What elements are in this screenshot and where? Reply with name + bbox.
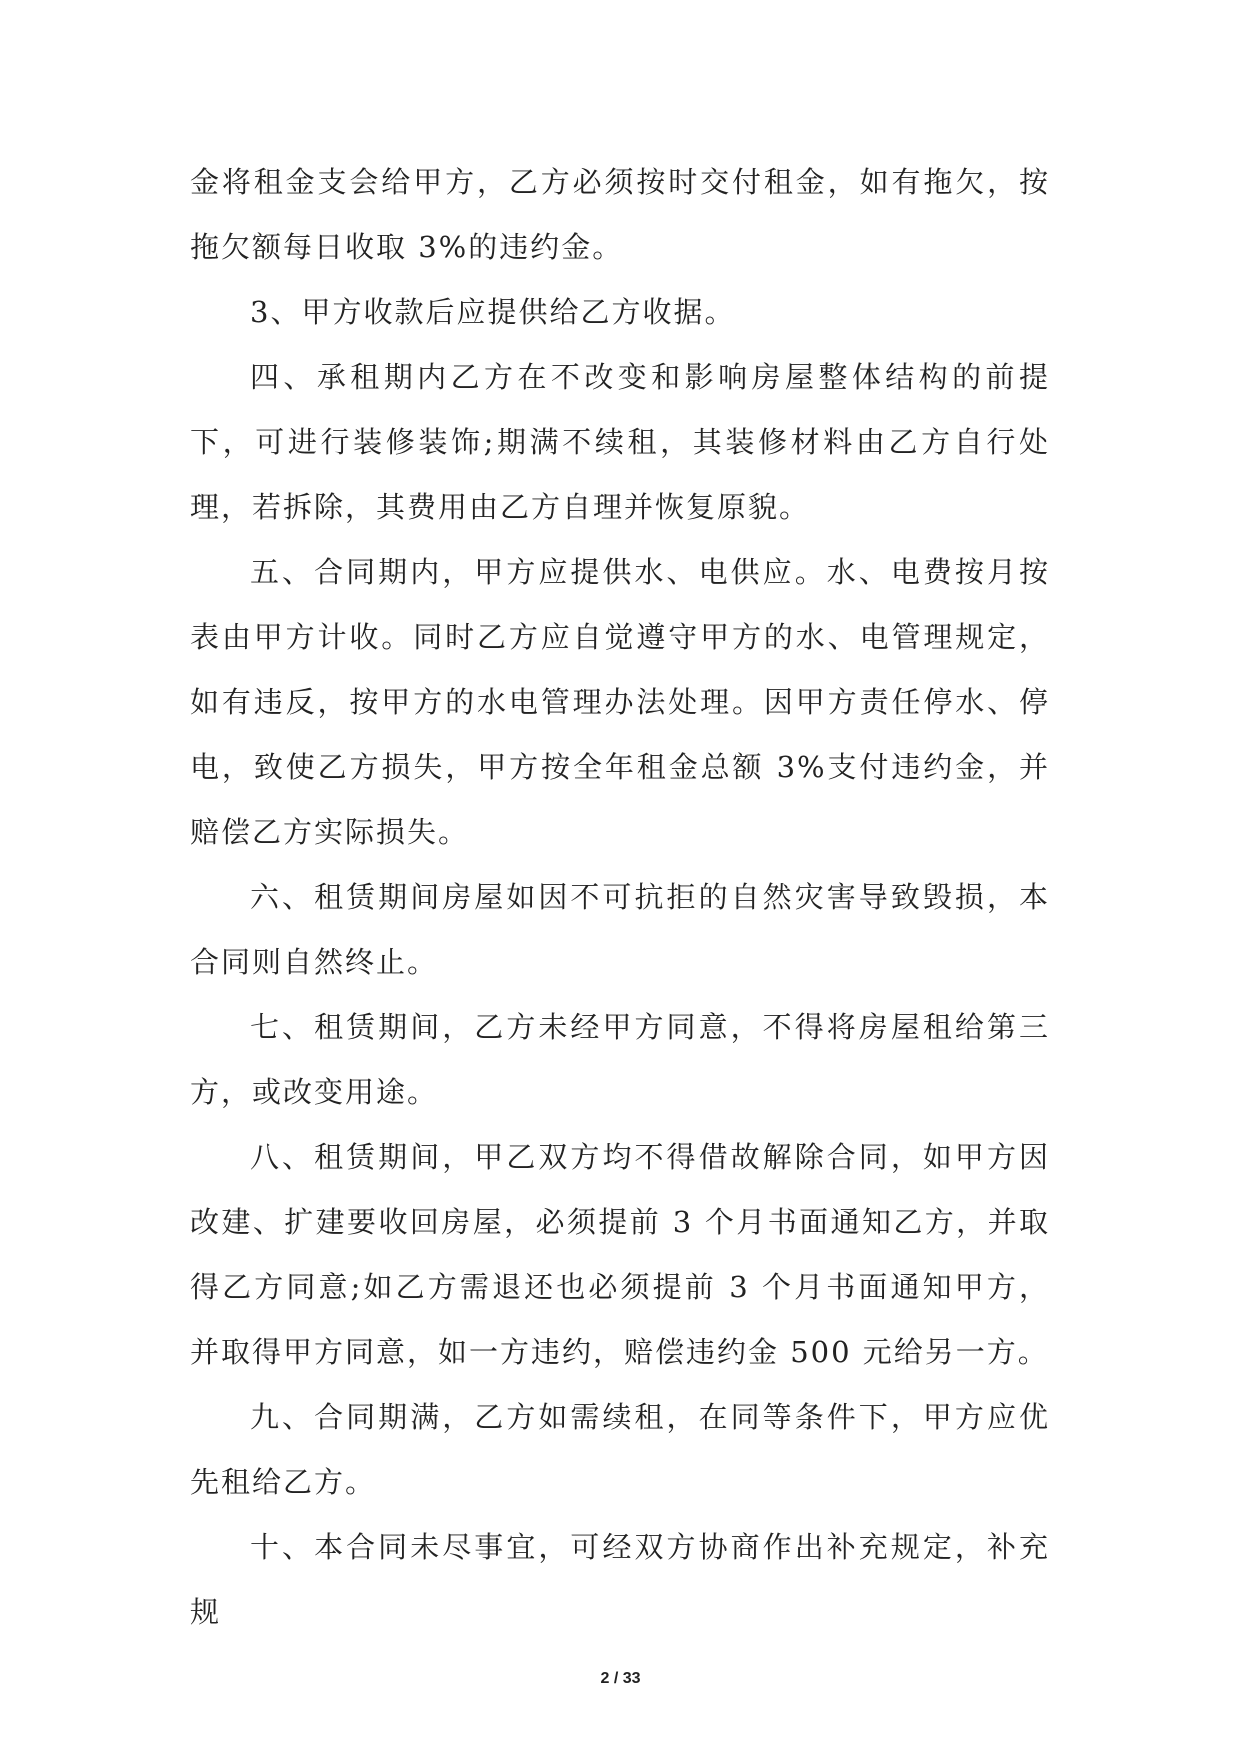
paragraph-clause-6: 六、租赁期间房屋如因不可抗拒的自然灾害导致毁损，本合同则自然终止。 — [190, 880, 1050, 979]
paragraph-clause-7: 七、租赁期间，乙方未经甲方同意，不得将房屋租给第三方，或改变用途。 — [190, 1010, 1050, 1109]
page-number: 2 / 33 — [600, 1670, 641, 1687]
paragraph-rent-payment: 金将租金支会给甲方，乙方必须按时交付租金，如有拖欠，按拖欠额每日收取 3%的违约金。 — [190, 165, 1050, 264]
paragraph-receipt: 3、甲方收款后应提供给乙方收据。 — [250, 295, 736, 329]
paragraph-clause-9: 九、合同期满，乙方如需续租，在同等条件下，甲方应优先租给乙方。 — [190, 1400, 1050, 1499]
document-body — [190, 150, 1050, 1645]
paragraph-clause-10: 十、本合同未尽事宜，可经双方协商作出补充规定，补充规 — [190, 1530, 1050, 1629]
paragraph-clause-5: 五、合同期内，甲方应提供水、电供应。水、电费按月按表由甲方计收。同时乙方应自觉遵守甲方的水、电管理规定，如有违反，按甲方的水电管理办法处理。因甲方责任停水、停电，致使乙方损失，甲方按全年租金总额 3%支付违约金，并赔偿乙方实际损失。 — [190, 555, 1050, 849]
paragraph-clause-4: 四、承租期内乙方在不改变和影响房屋整体结构的前提下，可进行装修装饰;期满不续租，其装修材料由乙方自行处理，若拆除，其费用由乙方自理并恢复原貌。 — [190, 360, 1050, 524]
paragraph-clause-8: 八、租赁期间，甲乙双方均不得借故解除合同，如甲方因改建、扩建要收回房屋，必须提前 3 个月书面通知乙方，并取得乙方同意;如乙方需退还也必须提前 3 个月书面通知甲方，并取得甲方同意，如一方违约，赔偿违约金 500 元给另一方。 — [190, 1140, 1050, 1369]
